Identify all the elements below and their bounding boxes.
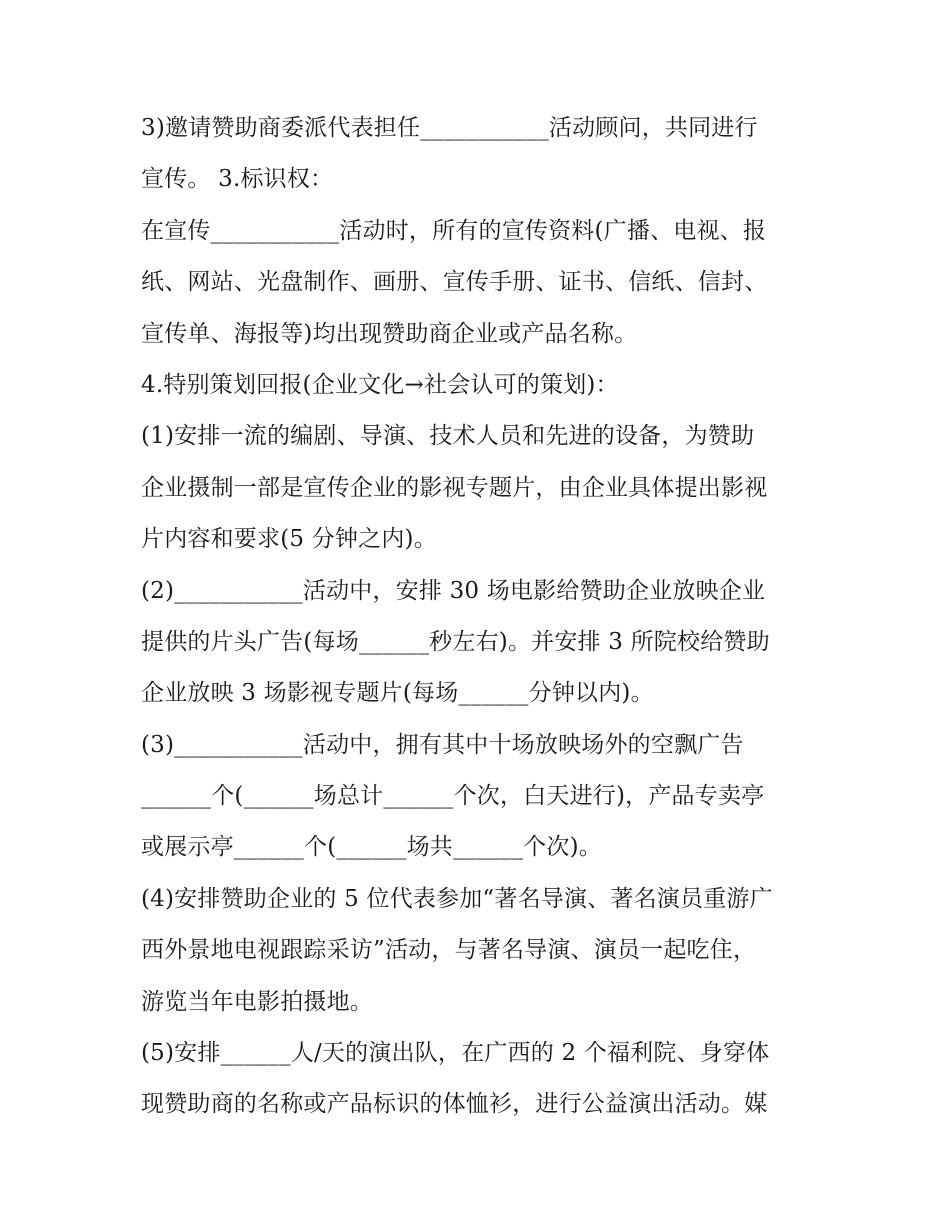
text-line: ______个(______场总计______个次，白天进行)，产品专卖亭 <box>141 783 765 810</box>
text-line: 西外景地电视跟踪采访”活动，与著名导演、演员一起吃住， <box>141 937 757 964</box>
document-page <box>141 103 821 1131</box>
text-line: 4.特别策划回报(企业文化→社会认可的策划)： <box>141 371 619 398</box>
text-line: 纸、网站、光盘制作、画册、宣传手册、证书、信纸、信封、 <box>141 269 768 296</box>
text-line: 或展示亭______个(______场共______个次)。 <box>141 834 602 861</box>
text-line: (4)安排赞助企业的 5 位代表参加“著名导演、著名演员重游广 <box>141 885 773 912</box>
text-line: 提供的片头广告(每场______秒左右)。并安排 3 所院校给赞助 <box>141 628 770 655</box>
text-line: 企业放映 3 场影视专题片(每场______分钟以内)。 <box>141 680 654 707</box>
text-line: 现赞助商的名称或产品标识的体恤衫，进行公益演出活动。媒 <box>141 1091 768 1118</box>
text-line: 宣传单、海报等)均出现赞助商企业或产品名称。 <box>141 320 638 347</box>
text-line: (2)___________活动中，安排 30 场电影给赞助企业放映企业 <box>141 577 766 604</box>
text-line: (5)安排______人/天的演出队，在广西的 2 个福利院、身穿体 <box>141 1040 770 1067</box>
text-line: 3)邀请赞助商委派代表担任___________活动顾问，共同进行 <box>141 115 758 141</box>
text-line: 片内容和要求(5 分钟之内)。 <box>141 526 437 553</box>
text-line: (3)___________活动中，拥有其中十场放映场外的空飘广告 <box>141 731 744 758</box>
text-line: 宣传。 3.标识权： <box>141 166 334 193</box>
text-line: 企业摄制一部是宣传企业的影视专题片，由企业具体提出影视 <box>141 474 768 501</box>
text-line: (1)安排一流的编剧、导演、技术人员和先进的设备，为赞助 <box>141 423 755 450</box>
text-line: 游览当年电影拍摄地。 <box>141 988 373 1015</box>
text-line: 在宣传___________活动时，所有的宣传资料(广播、电视、报 <box>141 217 767 244</box>
